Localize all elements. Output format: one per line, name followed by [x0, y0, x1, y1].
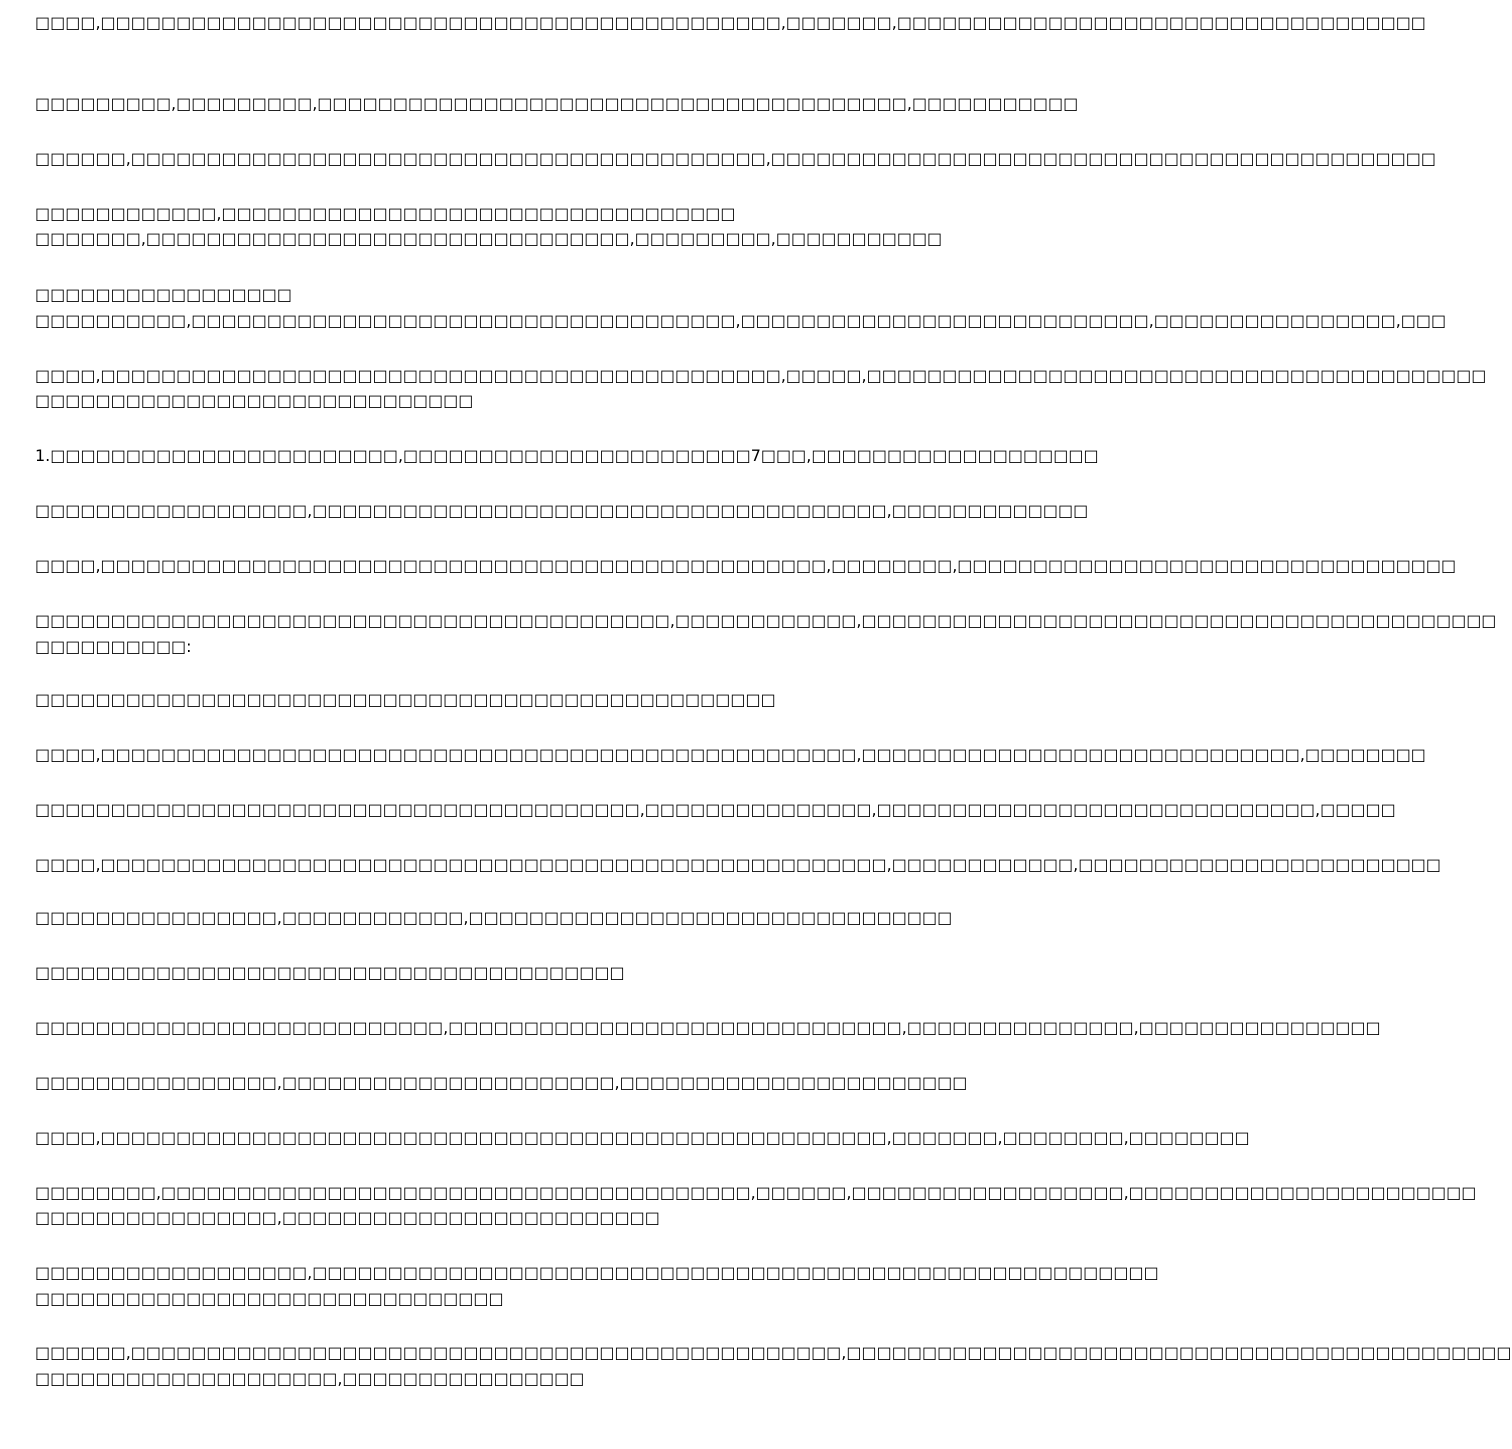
text-line: □□□□□□,□□□□□□□□□□□□□□□□□□□□□□□□□□□□□□□□□□□□□□□□□□,□□□□□□□□□□□□□□□□□□□□□□□□□□□□□□□□□□□□□□□□□□□□ [35, 149, 1436, 168]
text-line: 1.□□□□□□□□□□□□□□□□□□□□□□□,□□□□□□□□□□□□□□□□□□□□□□□7□□□,□□□□□□□□□□□□□□□□□□□ [35, 446, 1099, 465]
text-line: □□□□□□□□□□□□□□□□□□□□□□□□□□□□□ [35, 391, 474, 410]
text-line: □□□□,□□□□□□□□□□□□□□□□□□□□□□□□□□□□□□□□□□□□□□□□□□□□□,□□□□□□□,□□□□□□□□□□□□□□□□□□□□□□□□□□□□□□□□□□□ [35, 13, 1426, 32]
text-line: □□□□□□□□□□□□□□□□,□□□□□□□□□□□□□□□□□□□□□□□□□ [35, 1208, 660, 1227]
text-line: □□□□□□□□□□□□□□□□□□□□□□□□□□□□□□□□□□□□□□□□□□,□□□□□□□□□□□□,□□□□□□□□□□□□□□□□□□□□□□□□□□□□□□□□□□□□□□□□□□ [35, 611, 1497, 630]
text-line: □□□□□□□□□□□□□□□□□□□□□□□□□□□□□□□ [35, 1289, 504, 1308]
text-line: □□□□,□□□□□□□□□□□□□□□□□□□□□□□□□□□□□□□□□□□□□□□□□□□□□□□□□□□□,□□□□□□□□□□□□,□□□□□□□□□□□□□□□□□□□□□□□□ [35, 855, 1442, 874]
text-line: □□□□□□□□□□□□□□□□□□□□□□□□□□□,□□□□□□□□□□□□□□□□□□□□□□□□□□□□□□,□□□□□□□□□□□□□□□,□□□□□□□□□□□□□□□□ [35, 1018, 1381, 1037]
text-line: □□□□,□□□□□□□□□□□□□□□□□□□□□□□□□□□□□□□□□□□□□□□□□□□□□□□□□□□□,□□□□□□□,□□□□□□□□,□□□□□□□□ [35, 1128, 1250, 1147]
text-line: □□□□,□□□□□□□□□□□□□□□□□□□□□□□□□□□□□□□□□□□□□□□□□□□□□□□□,□□□□□□□□,□□□□□□□□□□□□□□□□□□□□□□□□□□□□□□□□□ [35, 556, 1457, 575]
text-line: □□□□□□□□□□□□□□□□□□□□□□□□□□□□□□□□□□□□□□□□,□□□□□□□□□□□□□□□,□□□□□□□□□□□□□□□□□□□□□□□□□□□□□,□□□□□ [35, 800, 1396, 819]
text-line: □□□□□□□□□□□□□□□□,□□□□□□□□□□□□,□□□□□□□□□□□□□□□□□□□□□□□□□□□□□□□□ [35, 908, 953, 927]
text-line: □□□□□□□□□□,□□□□□□□□□□□□□□□□□□□□□□□□□□□□□□□□□□□□,□□□□□□□□□□□□□□□□□□□□□□□□□□□,□□□□□□□□□□□□□□□□,□□□ [35, 311, 1447, 330]
text-line: □□□□□□□□□□□□□□□□□□□□□□□□□□□□□□□□□□□□□□□□□□□□□□□□□ [35, 690, 776, 709]
text-line: □□□□□□□□□□□□□□□□□□□□,□□□□□□□□□□□□□□□□ [35, 1369, 585, 1388]
text-line: □□□□□□□□,□□□□□□□□□□□□□□□□□□□□□□□□□□□□□□□□□□□□□□□,□□□□□□,□□□□□□□□□□□□□□□□□□,□□□□□□□□□□□□□□□□□□□□□□□ [35, 1183, 1477, 1202]
text-line: □□□□□□□□□□□□□□□□,□□□□□□□□□□□□□□□□□□□□□□,□□□□□□□□□□□□□□□□□□□□□□□ [35, 1073, 968, 1092]
text-line: □□□□□□□,□□□□□□□□□□□□□□□□□□□□□□□□□□□□□□□□,□□□□□□□□□,□□□□□□□□□□□ [35, 229, 943, 248]
text-line: □□□□□□□□□□: [35, 637, 192, 656]
text-line: □□□□□□□□□□□□□□□□□□□□□□□□□□□□□□□□□□□□□□□ [35, 963, 625, 982]
text-line: □□□□,□□□□□□□□□□□□□□□□□□□□□□□□□□□□□□□□□□□□□□□□□□□□□,□□□□□,□□□□□□□□□□□□□□□□□□□□□□□□□□□□□□□□□□□□□□□□□ [35, 366, 1487, 385]
text-line: □□□□□□□□□□□□□□□□□ [35, 285, 292, 304]
text-line: □□□□□□,□□□□□□□□□□□□□□□□□□□□□□□□□□□□□□□□□□□□□□□□□□□□□□□,□□□□□□□□□□□□□□□□□□□□□□□□□□□□□□□□□□□□□□□□□□□□ [35, 1343, 1512, 1362]
text-line: □□□□□□□□□,□□□□□□□□□,□□□□□□□□□□□□□□□□□□□□□□□□□□□□□□□□□□□□□□□,□□□□□□□□□□□ [35, 94, 1079, 113]
text-line: □□□□□□□□□□□□,□□□□□□□□□□□□□□□□□□□□□□□□□□□□□□□□□□ [35, 204, 736, 223]
text-line: □□□□□□□□□□□□□□□□□□,□□□□□□□□□□□□□□□□□□□□□□□□□□□□□□□□□□□□□□,□□□□□□□□□□□□□ [35, 501, 1089, 520]
text-line: □□□□,□□□□□□□□□□□□□□□□□□□□□□□□□□□□□□□□□□□□□□□□□□□□□□□□□□,□□□□□□□□□□□□□□□□□□□□□□□□□□□□□,□□□□□□□□ [35, 745, 1426, 764]
text-line: □□□□□□□□□□□□□□□□□□,□□□□□□□□□□□□□□□□□□□□□□□□□□□□□□□□□□□□□□□□□□□□□□□□□□□□□□□□ [35, 1263, 1159, 1282]
